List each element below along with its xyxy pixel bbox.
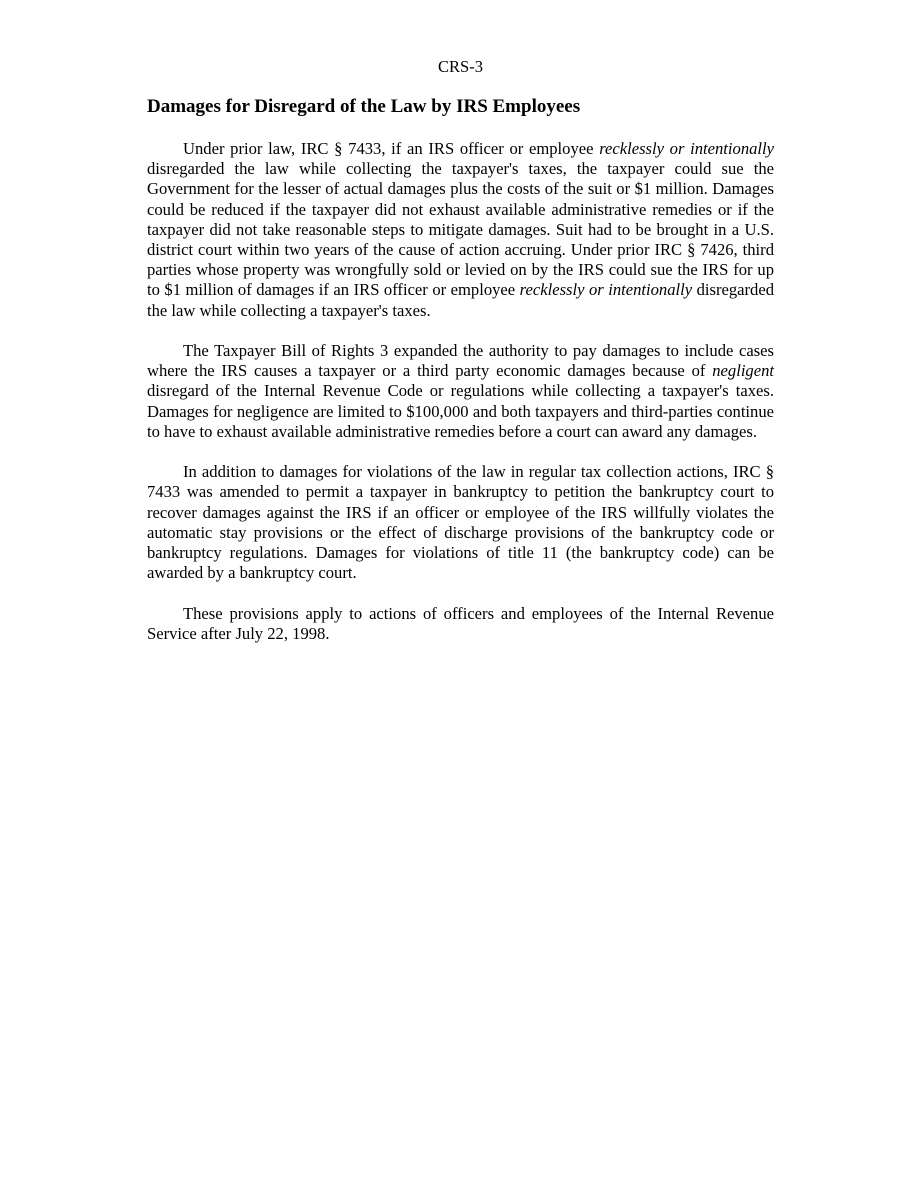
text-run: disregarded the law while collecting the taxpayer's taxes, the taxpayer could sue the Government for the lesser of actual damages plus the costs of the suit or $1 million. Damages could be reduced if the taxpayer did not exhaust available administrative remedies or if the taxpayer did not take reasonable steps to mitigate damages. Suit had to be brought in a U.S. district court within two years of the cause of action accruing. Under prior IRC § 7426, third parties whose property was wrongfully sold or levied on by the IRS could sue the IRS for up to $1 million of damages if an IRS officer or employee [147,159,774,300]
paragraph-prior-law [147,139,774,321]
section-heading: Damages for Disregard of the Law by IRS Employees [147,96,581,117]
body-text [147,139,774,644]
text-run: disregard of the Internal Revenue Code or regulations while collecting a taxpayer's taxes. Damages for negligence are limited to $100,000 and both taxpayers and third-parties continue to have to exhaust available administrative remedies before a court can award any damages. [147,381,774,441]
paragraph-effective-date: These provisions apply to actions of officers and employees of the Internal Revenue Service after July 22, 1998. [147,603,774,643]
italic-text: negligent [712,361,774,381]
page-number: CRS-3 [438,57,483,76]
text-run: disregarded the law while collecting a taxpayer's taxes. [147,280,774,320]
text-run: The Taxpayer Bill of Rights 3 expanded the authority to pay damages to include cases where the IRS causes a taxpayer or a third party economic damages because of [147,341,774,381]
italic-text: recklessly or intentionally [519,280,693,300]
italic-text: recklessly or intentionally [599,139,774,158]
text-run: Under prior law, IRC § 7433, if an IRS officer or employee [183,139,600,158]
paragraph-bankruptcy: In addition to damages for violations of the law in regular tax collection actions, IRC § 7433 was amended to permit a taxpayer in bankruptcy to petition the bankruptcy court to recover damages against the IRS if an officer or employee of the IRS willfully violates the automatic stay provisions or the effect of discharge provisions of the bankruptcy code or bankruptcy regulations. Damages for violations of title 11 (the bankruptcy code) can be awarded by a bankruptcy court. [147,462,774,583]
paragraph-taxpayer-bill-of-rights [147,341,774,442]
